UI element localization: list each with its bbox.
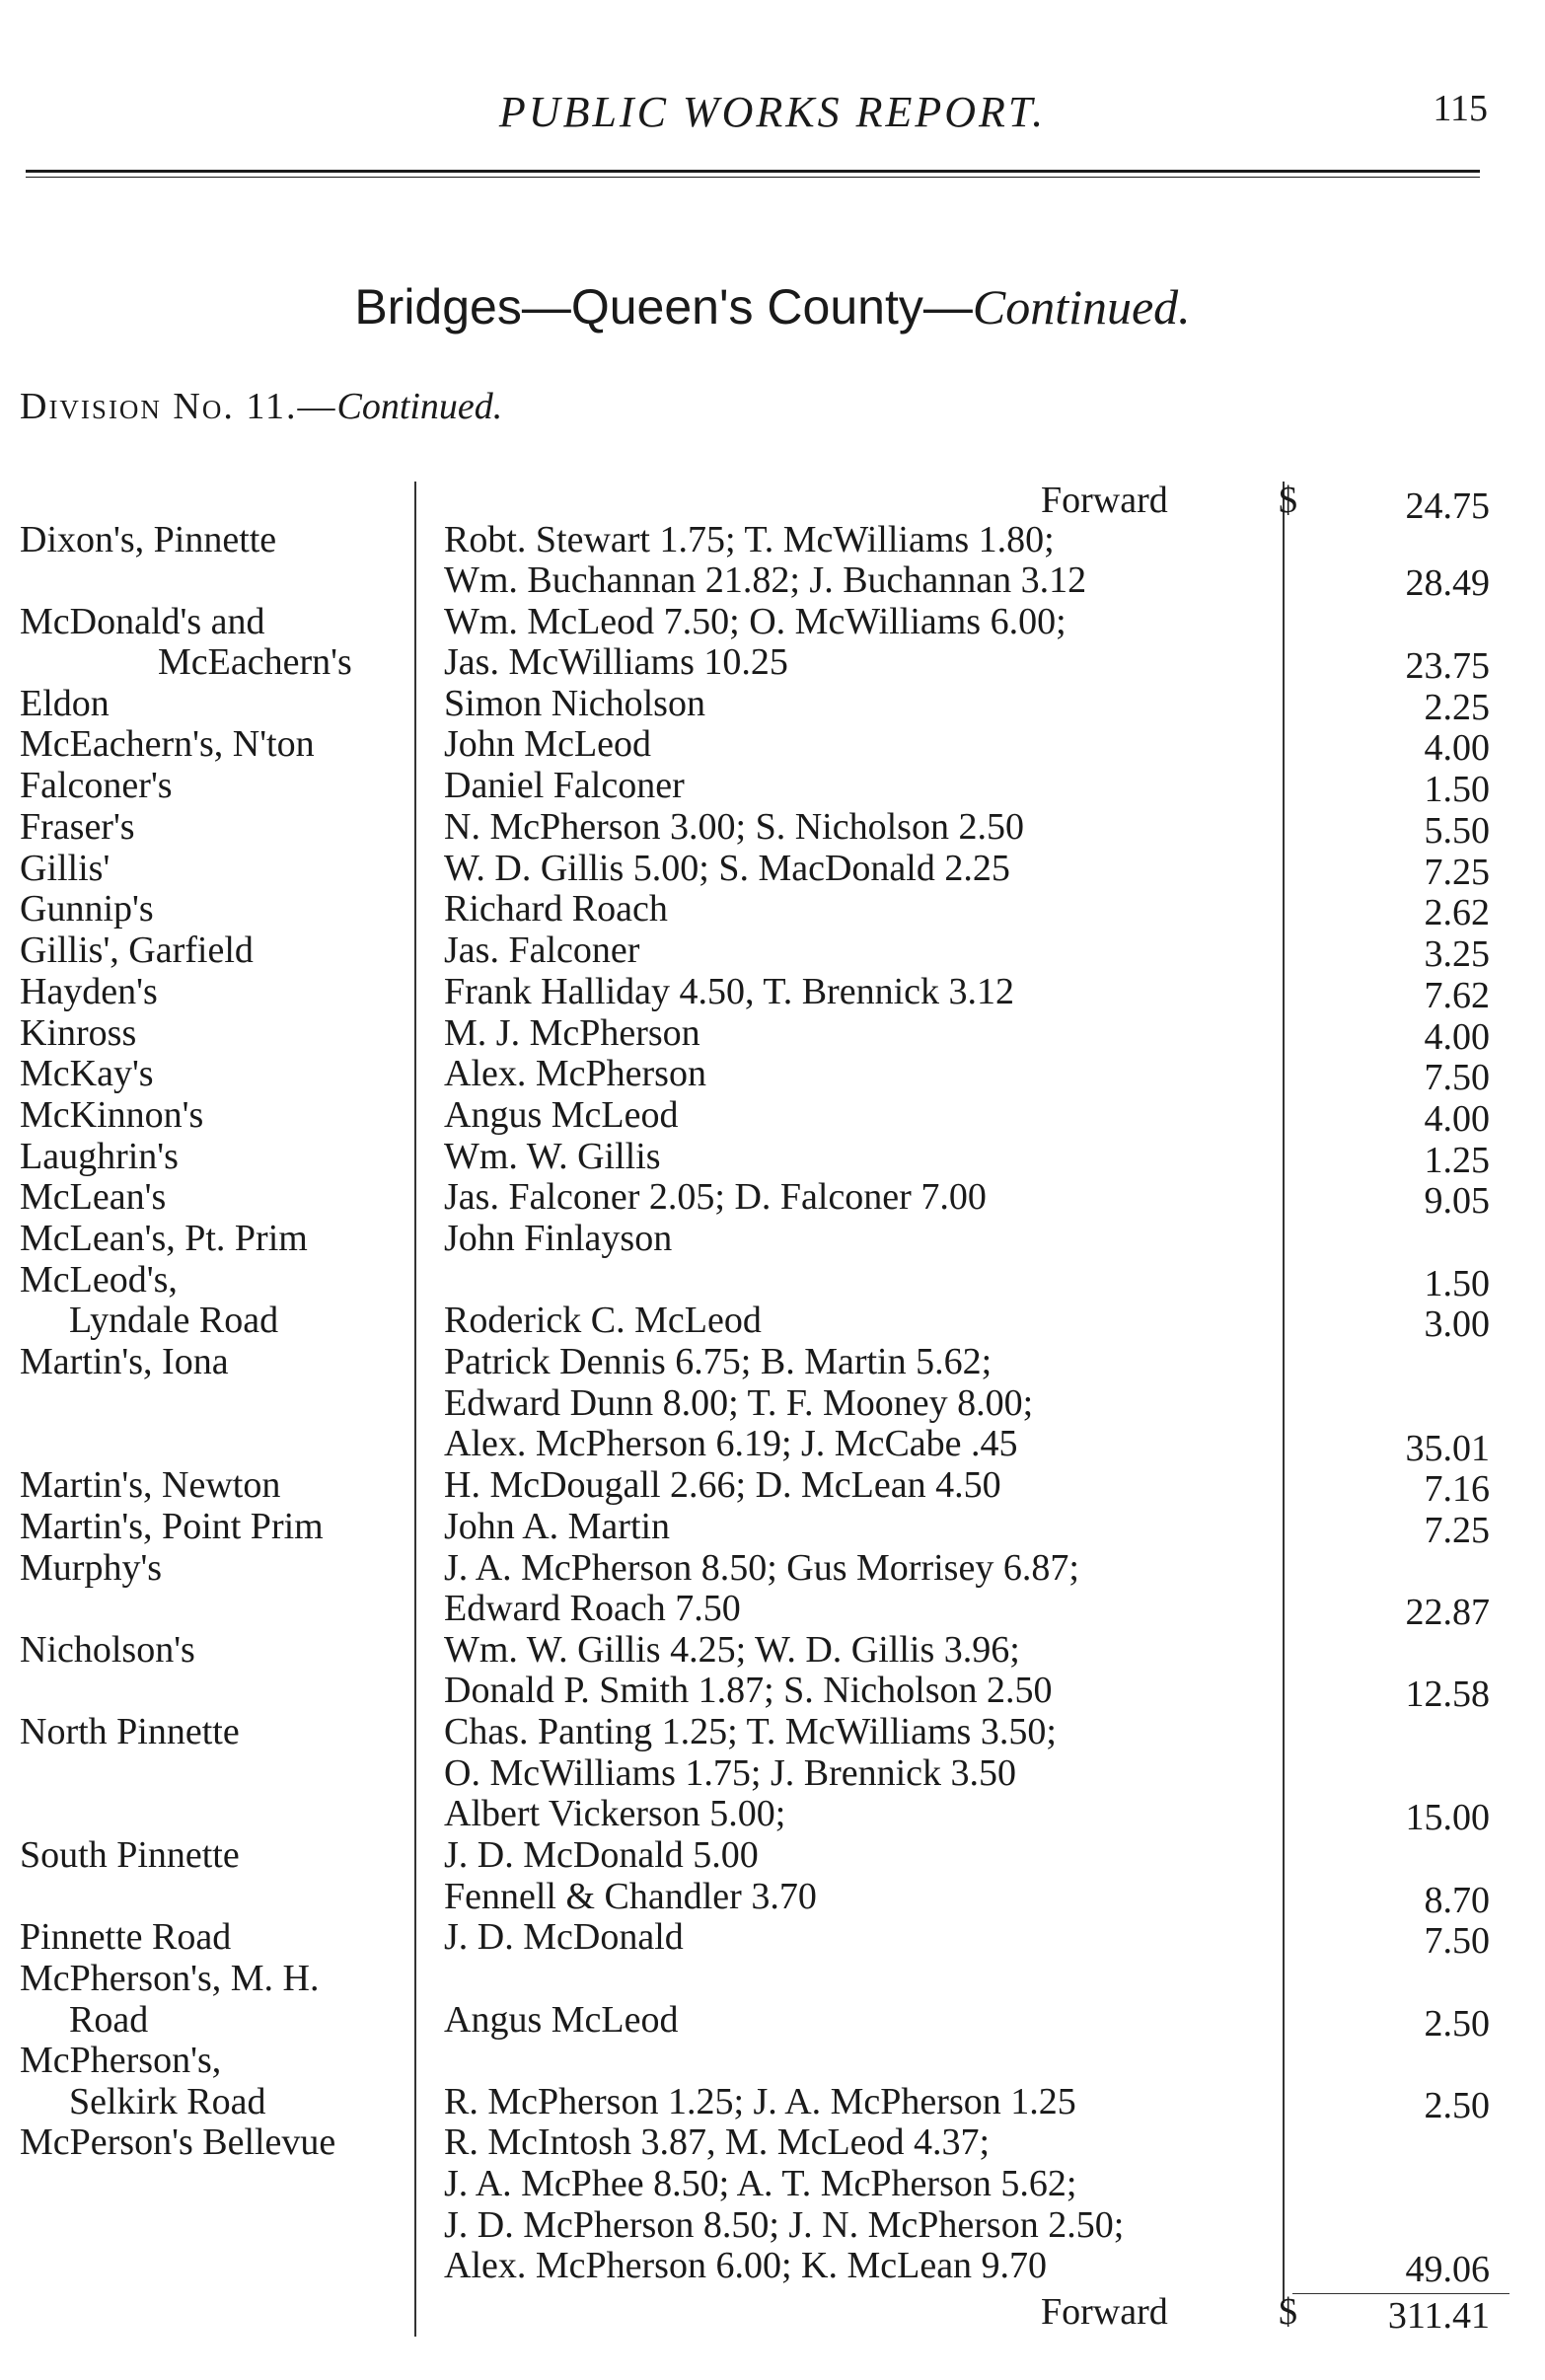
payee-line: W. D. Gillis 5.00; S. MacDonald 2.25	[444, 848, 1010, 889]
bridge-name: McEachern's	[158, 641, 352, 683]
running-header: PUBLIC WORKS REPORT.	[498, 88, 1047, 136]
payee-line: Jas. Falconer	[444, 930, 640, 971]
payee-line: Patrick Dennis 6.75; B. Martin 5.62;	[444, 1341, 993, 1382]
payee-line: John A. Martin	[444, 1506, 671, 1547]
payee-line: J. D. McDonald	[444, 1916, 684, 1958]
payee-line: John Finlayson	[444, 1218, 673, 1259]
bridge-name: Martin's, Iona	[20, 1341, 229, 1382]
payee-line: H. McDougall 2.66; D. McLean 4.50	[444, 1464, 1001, 1506]
header-rule-thick	[26, 170, 1480, 173]
section-title-main: Bridges—Queen's County—	[354, 279, 973, 335]
bridge-name: South Pinnette	[20, 1834, 240, 1876]
amount: 7.25	[1424, 852, 1490, 893]
amount: 35.01	[1405, 1428, 1490, 1469]
bridge-name: McKinnon's	[20, 1094, 204, 1136]
payee-line: M. J. McPherson	[444, 1012, 700, 1054]
payee-line: Simon Nicholson	[444, 683, 705, 724]
forward-amount-top: 24.75	[1405, 485, 1490, 527]
payee-line: Donald P. Smith 1.87; S. Nicholson 2.50	[444, 1670, 1053, 1711]
payee-line: Richard Roach	[444, 888, 668, 930]
total-rule	[1292, 2293, 1509, 2294]
payee-line: Robt. Stewart 1.75; T. McWilliams 1.80;	[444, 519, 1055, 560]
payee-line: J. D. McDonald 5.00	[444, 1834, 759, 1876]
bridge-name: Falconer's	[20, 765, 173, 806]
amount: 7.16	[1424, 1468, 1490, 1510]
amount: 2.25	[1424, 687, 1490, 728]
amount: 3.00	[1424, 1303, 1490, 1345]
bridge-name: Gillis', Garfield	[20, 930, 254, 971]
bridge-name: Pinnette Road	[20, 1916, 232, 1958]
forward-currency-bottom: $	[1279, 2291, 1297, 2333]
payee-line: Wm. W. Gillis	[444, 1136, 661, 1177]
amount: 9.05	[1424, 1180, 1490, 1222]
bridge-name: McPherson's, M. H.	[20, 1958, 320, 1999]
bridge-name: Road	[69, 1999, 149, 2041]
payee-line: Daniel Falconer	[444, 765, 685, 806]
bridge-name: Laughrin's	[20, 1136, 179, 1177]
bridge-name: Martin's, Newton	[20, 1464, 281, 1506]
payee-line: Fennell & Chandler 3.70	[444, 1876, 817, 1917]
bridge-name: Gillis'	[20, 848, 110, 889]
forward-amount-bottom: 311.41	[1387, 2295, 1490, 2337]
amount: 1.50	[1424, 1263, 1490, 1304]
section-title-continued: Continued.	[972, 279, 1191, 335]
amount: 5.50	[1424, 810, 1490, 852]
bridge-name: Selkirk Road	[69, 2081, 266, 2122]
payee-line: Wm. Buchannan 21.82; J. Buchannan 3.12	[444, 559, 1087, 601]
payee-line: Wm. McLeod 7.50; O. McWilliams 6.00;	[444, 601, 1067, 642]
bridge-name: Lyndale Road	[69, 1300, 279, 1341]
bridge-name: McPerson's Bellevue	[20, 2121, 336, 2163]
section-title	[0, 278, 1545, 335]
payee-line: John McLeod	[444, 723, 652, 765]
bridge-name: Eldon	[20, 683, 110, 724]
amount: 4.00	[1424, 727, 1490, 769]
payee-line: Alex. McPherson	[444, 1053, 706, 1094]
amount: 3.25	[1424, 933, 1490, 975]
bridge-name: Martin's, Point Prim	[20, 1506, 324, 1547]
bridge-name: McLean's, Pt. Prim	[20, 1218, 308, 1259]
payee-line: J. D. McPherson 8.50; J. N. McPherson 2.50;	[444, 2204, 1125, 2246]
payee-line: Roderick C. McLeod	[444, 1300, 762, 1341]
forward-label-top: Forward	[1041, 480, 1168, 521]
bridge-name: McLeod's,	[20, 1259, 178, 1301]
amount: 49.06	[1405, 2249, 1490, 2290]
forward-label-bottom: Forward	[1041, 2291, 1168, 2333]
column-rule-amounts	[1283, 482, 1285, 2303]
bridge-name: Nicholson's	[20, 1629, 195, 1671]
column-rule-names	[414, 482, 416, 2337]
amount: 2.50	[1424, 2003, 1490, 2045]
payee-line: J. A. McPherson 8.50; Gus Morrisey 6.87;	[444, 1547, 1079, 1589]
bridge-name: Hayden's	[20, 971, 158, 1012]
bridge-name: McKay's	[20, 1053, 154, 1094]
amount: 1.25	[1424, 1140, 1490, 1181]
payee-line: O. McWilliams 1.75; J. Brennick 3.50	[444, 1752, 1017, 1794]
bridge-name: North Pinnette	[20, 1711, 240, 1752]
payee-line: Jas. Falconer 2.05; D. Falconer 7.00	[444, 1176, 987, 1218]
division-label: Division No. 11.—	[20, 386, 337, 427]
payee-line: R. McIntosh 3.87, M. McLeod 4.37;	[444, 2121, 991, 2163]
bridge-name: Murphy's	[20, 1547, 163, 1589]
amount: 15.00	[1405, 1797, 1490, 1838]
bridge-name: Fraser's	[20, 806, 135, 848]
bridge-name: Dixon's, Pinnette	[20, 519, 277, 560]
amount: 22.87	[1405, 1592, 1490, 1633]
bridge-name: McPherson's,	[20, 2040, 222, 2081]
amount: 7.50	[1424, 1920, 1490, 1962]
division-continued: Continued.	[336, 386, 503, 427]
amount: 1.50	[1424, 769, 1490, 810]
payee-line: R. McPherson 1.25; J. A. McPherson 1.25	[444, 2081, 1076, 2122]
bridge-name: McLean's	[20, 1176, 167, 1218]
payee-line: Albert Vickerson 5.00;	[444, 1793, 786, 1834]
payee-line: Angus McLeod	[444, 1094, 679, 1136]
page-number: 115	[1433, 88, 1488, 129]
amount: 4.00	[1424, 1016, 1490, 1058]
payee-line: Edward Roach 7.50	[444, 1588, 741, 1629]
forward-currency-top: $	[1279, 480, 1297, 521]
amount: 23.75	[1405, 645, 1490, 687]
bridge-name: Gunnip's	[20, 888, 154, 930]
amount: 8.70	[1424, 1880, 1490, 1921]
division-heading	[20, 385, 502, 428]
payee-line: Frank Halliday 4.50, T. Brennick 3.12	[444, 971, 1014, 1012]
amount: 28.49	[1405, 562, 1490, 604]
payee-line: Chas. Panting 1.25; T. McWilliams 3.50;	[444, 1711, 1057, 1752]
header-rule-thin	[26, 177, 1480, 178]
payee-line: Alex. McPherson 6.00; K. McLean 9.70	[444, 2245, 1048, 2286]
amount: 7.62	[1424, 975, 1490, 1016]
amount: 12.58	[1405, 1673, 1490, 1715]
bridge-name: Kinross	[20, 1012, 137, 1054]
payee-line: Wm. W. Gillis 4.25; W. D. Gillis 3.96;	[444, 1629, 1020, 1671]
amount: 7.25	[1424, 1510, 1490, 1551]
payee-line: Alex. McPherson 6.19; J. McCabe .45	[444, 1423, 1018, 1464]
payee-line: J. A. McPhee 8.50; A. T. McPherson 5.62;	[444, 2163, 1077, 2204]
payee-line: N. McPherson 3.00; S. Nicholson 2.50	[444, 806, 1024, 848]
bridge-name: McDonald's and	[20, 601, 265, 642]
payee-line: Edward Dunn 8.00; T. F. Mooney 8.00;	[444, 1382, 1034, 1424]
amount: 2.62	[1424, 892, 1490, 933]
amount: 7.50	[1424, 1057, 1490, 1098]
amount: 2.50	[1424, 2085, 1490, 2126]
amount: 4.00	[1424, 1098, 1490, 1140]
payee-line: Angus McLeod	[444, 1999, 679, 2041]
payee-line: Jas. McWilliams 10.25	[444, 641, 788, 683]
bridge-name: McEachern's, N'ton	[20, 723, 315, 765]
